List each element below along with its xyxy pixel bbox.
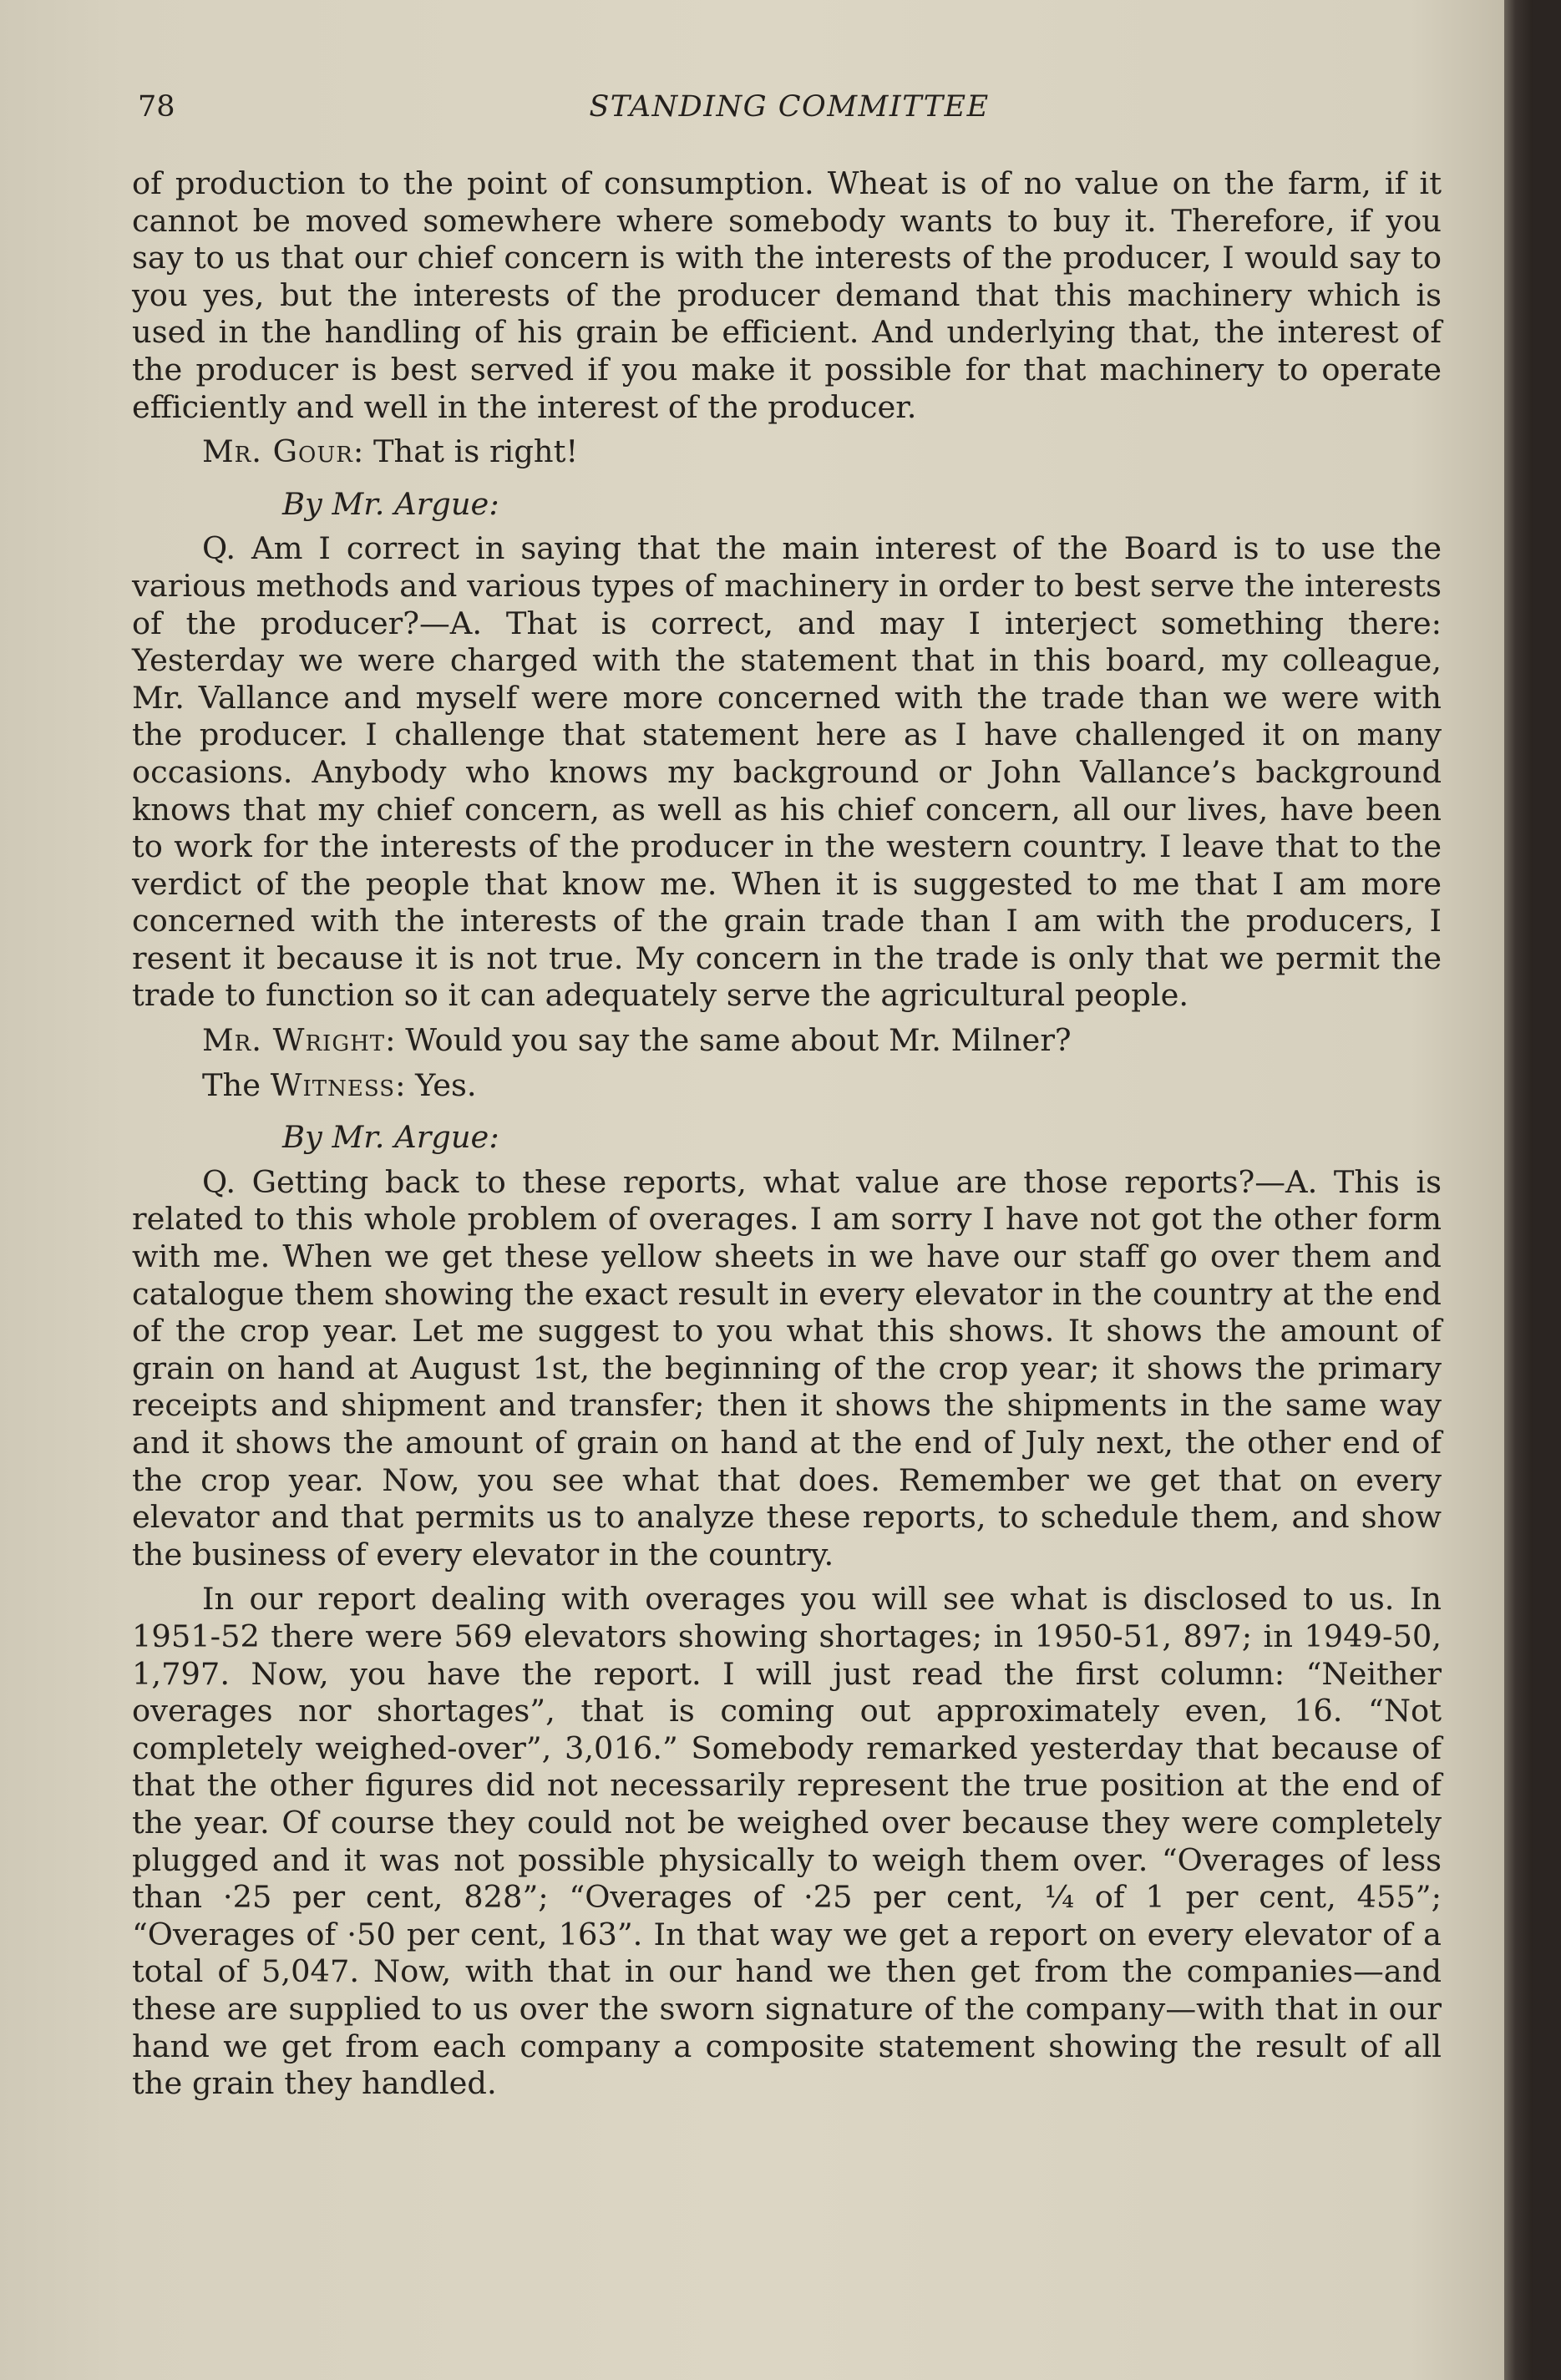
page-header [138, 90, 1441, 134]
paragraph-question: Q. Getting back to these reports, what value are those reports?—A. This is related to this whole problem of overages. I am sorry I have not got the other form with me. When we get these yellow sheets in we have our staff go over them and catalogue them showing the exact result in every elevator in the country at the end of the crop year. Let me suggest to you what this shows. It shows the amount of grain on hand at August 1st, the beginning of the crop year; it shows the primary receipts and shipment and transfer; then it shows the shipments in the same way and it shows the amount of grain on hand at the end of July next, the other end of the crop year. Now, you see what that does. Remember we get that on every elevator and that permits us to analyze these reports, to schedule them, and show the business of every elevator in the country. [132, 1163, 1442, 1572]
page-body [132, 165, 1442, 2103]
speaker-line-wright [132, 1022, 1442, 1060]
speaker-name: Witness [270, 1066, 396, 1103]
page-number: 78 [138, 90, 175, 124]
speaker-name: Mr. Wright [202, 1022, 386, 1059]
byline-argue: By Mr. Argue: [282, 1119, 499, 1156]
speaker-name: Mr. Gour [202, 433, 353, 470]
paragraph-continuation: of production to the point of consumption. Wheat is of no value on the farm, if it cannot be moved somewhere where somebody wants to buy it. Therefore, if you say to us that our chief concern is with the interests of the producer, I would say to you yes, but the interests of the producer demand that this machinery which is used in the handling of his grain be efficient. And underlying that, the interest of the producer is best served if you make it possible for that machinery to operate efficiently and well in the interest of the producer. [132, 165, 1442, 425]
speaker-text: : That is right! [352, 433, 579, 470]
page-edge [1504, 0, 1533, 2380]
speaker-text: : Yes. [395, 1066, 477, 1103]
speaker-line-witness [132, 1067, 1442, 1105]
paragraph-question: Q. Am I correct in saying that the main interest of the Board is to use the various methods and various types of machinery in order to best serve the interests of the producer?—A. That is correct, and may I interject something there: Yesterday we were charged with the statement that in this board, my colleague, Mr. Vallance and myself were more concerned with the trade than we were with the producer. I challenge that statement here as I have challenged it on many occasions. Anybody who knows my background or John Vallance’s background knows that my chief concern, as well as his chief concern, all our lives, have been to work for the interests of the producer in the western country. I leave that to the verdict of the people that know me. When it is suggested to me that I am more concerned with the interests of the grain trade than I am with the producers, I resent it because it is not true. My concern in the trade is only that we permit the trade to function so it can adequately serve the agricultural people. [132, 530, 1442, 1014]
paragraph-overages: In our report dealing with overages you will see what is disclosed to us. In 1951-52 there were 569 elevators showing shortages; in 1950-51, 897; in 1949-50, 1,797. Now, you have the report. I will just read the first column: “Neither overages nor shortages”, that is coming out approximately even, 16. “Not completely weighed-over”, 3,016.” Somebody remarked yesterday that because of that the other figures did not necessarily represent the true position at the end of the year. Of course they could not be weighed over because they were completely plugged and it was not possible physically to weigh them over. “Overages of less than ·25 per cent, 828”; “Overages of ·25 per cent, ¼ of 1 per cent, 455”; “Overages of ·50 per cent, 163”. In that way we get a report on every elevator of a total of 5,047. Now, with that in our hand we then get from the companies—and these are supplied to us over the sworn signature of the company—with that in our hand we get from each company a composite statement showing the result of all the grain they handled. [132, 1581, 1442, 2102]
byline-argue: By Mr. Argue: [282, 485, 499, 522]
speaker-line-gour [132, 433, 1442, 471]
speaker-text: : Would you say the same about Mr. Milner? [385, 1022, 1072, 1059]
running-title: STANDING COMMITTEE [589, 90, 990, 124]
speaker-prefix: The [202, 1066, 271, 1103]
